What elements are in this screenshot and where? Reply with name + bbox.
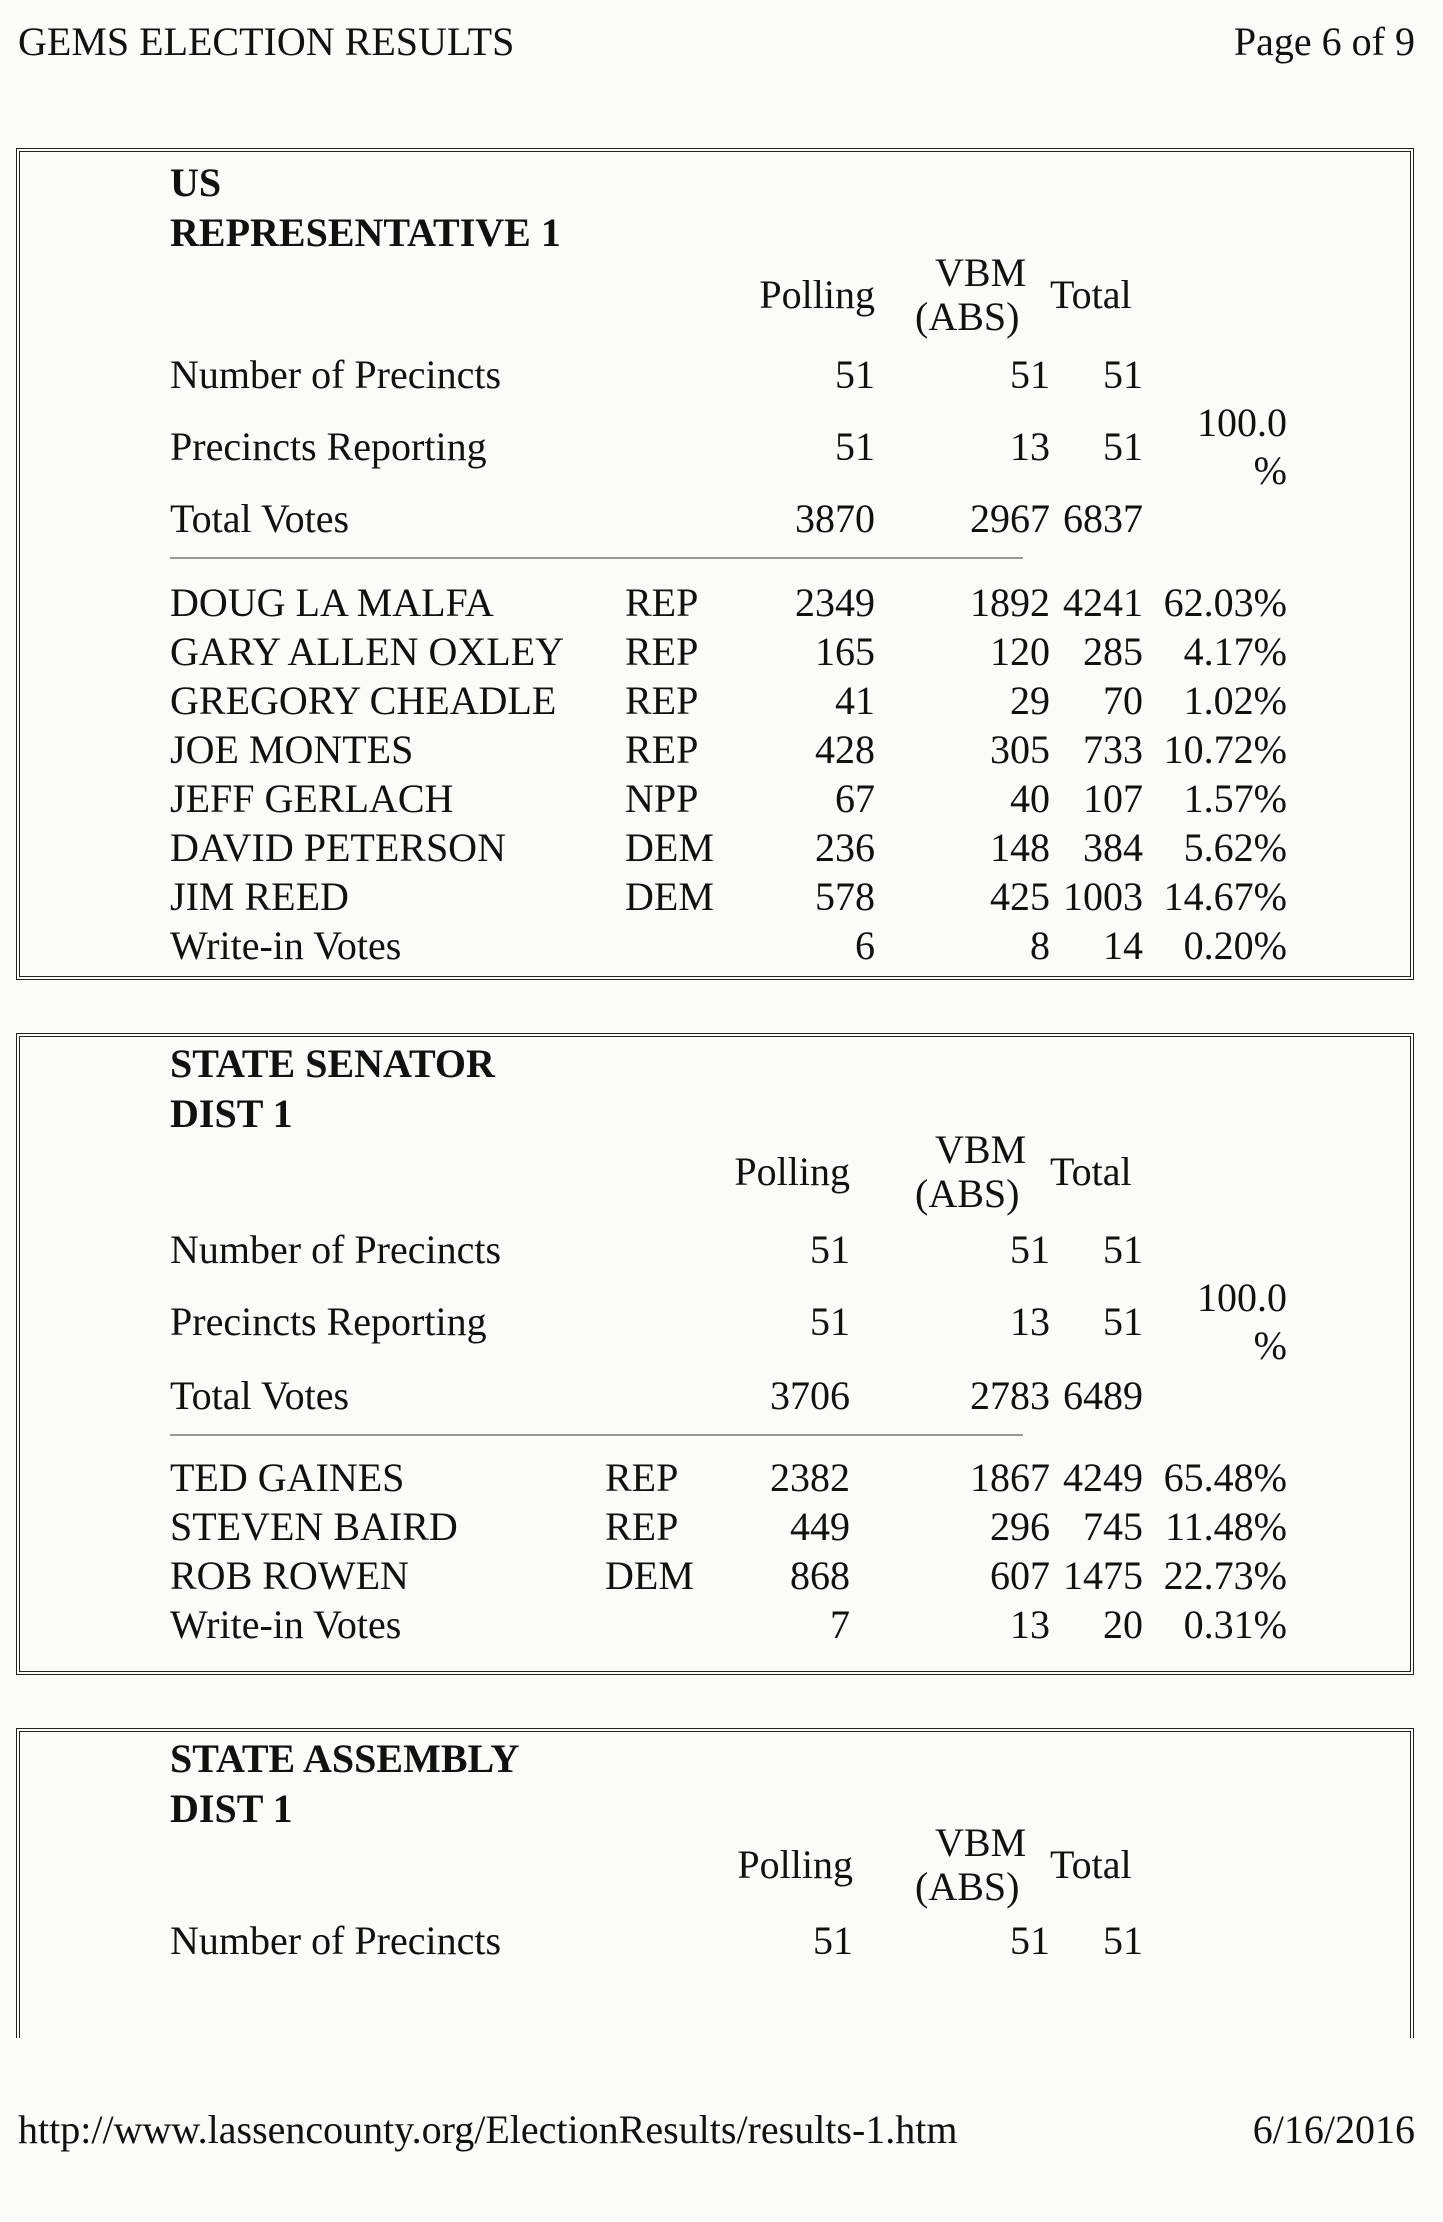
race-title-line1: STATE SENATOR [170,1041,495,1086]
candidate-polling-votes: 2349 [795,580,875,625]
reporting-percent: 100.0 [1197,1275,1287,1320]
num-precincts-polling: 51 [813,1918,853,1963]
race-us-representative [16,148,1414,980]
race-state-assembly [16,1728,1414,2038]
candidate-total-votes: 745 [1083,1504,1143,1549]
candidate-party: REP [605,1455,679,1500]
candidate-total-votes: 20 [1103,1602,1143,1647]
candidate-total-votes: 70 [1103,678,1143,723]
reporting-percent-sign: % [1253,1323,1287,1368]
section-divider [170,1434,1023,1436]
candidate-polling-votes: 449 [790,1504,850,1549]
reporting-total: 51 [1103,424,1143,469]
candidate-party: REP [625,580,699,625]
candidate-percent: 22.73% [1163,1553,1287,1598]
stat-label-total-votes: Total Votes [170,1373,350,1418]
source-url: http://www.lassencounty.org/ElectionResults/results-1.htm [18,2107,958,2152]
candidate-vbm-votes: 425 [990,874,1050,919]
candidate-total-votes: 4241 [1063,580,1143,625]
num-precincts-polling: 51 [835,352,875,397]
candidate-polling-votes: 2382 [770,1455,850,1500]
candidate-vbm-votes: 1892 [970,580,1050,625]
reporting-polling: 51 [810,1299,850,1344]
candidate-polling-votes: 41 [835,678,875,723]
col-header-vbm: VBM [935,1820,1027,1865]
col-header-total: Total [1050,272,1132,317]
candidate-name: JIM REED [170,874,349,919]
candidate-percent: 5.62% [1183,825,1287,870]
col-header-vbm: VBM [935,250,1027,295]
candidate-total-votes: 285 [1083,629,1143,674]
col-header-vbm: VBM [935,1127,1027,1172]
candidate-name: JEFF GERLACH [170,776,454,821]
candidate-total-votes: 107 [1083,776,1143,821]
candidate-total-votes: 733 [1083,727,1143,772]
report-title: GEMS ELECTION RESULTS [18,19,515,64]
print-date: 6/16/2016 [1252,2107,1415,2152]
total-votes-total: 6837 [1063,496,1143,541]
candidate-percent: 1.57% [1183,776,1287,821]
race-title-line1: STATE ASSEMBLY [170,1736,520,1781]
candidate-party: DEM [605,1553,694,1598]
col-header-abs: (ABS) [915,294,1020,339]
num-precincts-vbm: 51 [1010,352,1050,397]
candidate-polling-votes: 6 [855,923,875,968]
page-number: Page 6 of 9 [1233,19,1415,64]
candidate-percent: 14.67% [1163,874,1287,919]
candidate-polling-votes: 578 [815,874,875,919]
total-votes-polling: 3706 [770,1373,850,1418]
stat-label-reporting: Precincts Reporting [170,424,487,469]
candidate-party: REP [625,727,699,772]
total-votes-vbm: 2967 [970,496,1050,541]
candidate-total-votes: 14 [1103,923,1143,968]
candidate-percent: 11.48% [1165,1504,1287,1549]
num-precincts-total: 51 [1103,1227,1143,1272]
reporting-percent: 100.0 [1197,400,1287,445]
candidate-polling-votes: 236 [815,825,875,870]
candidate-name: Write-in Votes [170,923,402,968]
candidate-total-votes: 1475 [1063,1553,1143,1598]
candidate-name: Write-in Votes [170,1602,402,1647]
col-header-abs: (ABS) [915,1171,1020,1216]
reporting-vbm: 13 [1010,1299,1050,1344]
candidate-percent: 10.72% [1163,727,1287,772]
candidate-total-votes: 4249 [1063,1455,1143,1500]
candidate-polling-votes: 868 [790,1553,850,1598]
candidate-party: DEM [625,874,714,919]
candidate-vbm-votes: 40 [1010,776,1050,821]
race-title-line2: DIST 1 [170,1091,293,1136]
candidate-name: DOUG LA MALFA [170,580,494,625]
col-header-abs: (ABS) [915,1864,1020,1909]
num-precincts-polling: 51 [810,1227,850,1272]
num-precincts-vbm: 51 [1010,1227,1050,1272]
candidate-name: DAVID PETERSON [170,825,506,870]
race-title-line1: US [170,160,222,205]
race-title-line2: DIST 1 [170,1786,293,1831]
reporting-percent-sign: % [1253,448,1287,493]
candidate-party: NPP [625,776,699,821]
col-header-polling: Polling [737,1842,853,1887]
candidate-percent: 0.31% [1183,1602,1287,1647]
candidate-polling-votes: 7 [830,1602,850,1647]
stat-label-num-precincts: Number of Precincts [170,352,502,397]
candidate-percent: 62.03% [1163,580,1287,625]
candidate-party: REP [625,678,699,723]
candidate-percent: 1.02% [1183,678,1287,723]
candidate-vbm-votes: 29 [1010,678,1050,723]
candidate-vbm-votes: 305 [990,727,1050,772]
candidate-vbm-votes: 1867 [970,1455,1050,1500]
candidate-party: REP [625,629,699,674]
col-header-total: Total [1050,1149,1132,1194]
candidate-name: GARY ALLEN OXLEY [170,629,565,674]
num-precincts-total: 51 [1103,1918,1143,1963]
candidate-polling-votes: 428 [815,727,875,772]
candidate-polling-votes: 67 [835,776,875,821]
total-votes-total: 6489 [1063,1373,1143,1418]
candidate-percent: 0.20% [1183,923,1287,968]
total-votes-vbm: 2783 [970,1373,1050,1418]
candidate-vbm-votes: 120 [990,629,1050,674]
section-divider [170,557,1023,559]
candidate-vbm-votes: 8 [1030,923,1050,968]
num-precincts-vbm: 51 [1010,1918,1050,1963]
reporting-vbm: 13 [1010,424,1050,469]
col-header-polling: Polling [759,272,875,317]
stat-label-reporting: Precincts Reporting [170,1299,487,1344]
candidate-polling-votes: 165 [815,629,875,674]
candidate-vbm-votes: 607 [990,1553,1050,1598]
candidate-total-votes: 384 [1083,825,1143,870]
candidate-total-votes: 1003 [1063,874,1143,919]
col-header-total: Total [1050,1842,1132,1887]
col-header-polling: Polling [734,1149,850,1194]
candidate-name: TED GAINES [170,1455,405,1500]
candidate-vbm-votes: 296 [990,1504,1050,1549]
candidate-vbm-votes: 148 [990,825,1050,870]
total-votes-polling: 3870 [795,496,875,541]
candidate-percent: 4.17% [1183,629,1287,674]
candidate-name: GREGORY CHEADLE [170,678,557,723]
reporting-polling: 51 [835,424,875,469]
candidate-vbm-votes: 13 [1010,1602,1050,1647]
candidate-party: REP [605,1504,679,1549]
stat-label-total-votes: Total Votes [170,496,350,541]
reporting-total: 51 [1103,1299,1143,1344]
stat-label-num-precincts: Number of Precincts [170,1227,502,1272]
race-state-senator [16,1033,1414,1675]
candidate-percent: 65.48% [1163,1455,1287,1500]
race-title-line2: REPRESENTATIVE 1 [170,210,561,255]
candidate-name: ROB ROWEN [170,1553,409,1598]
candidate-name: JOE MONTES [170,727,414,772]
candidate-party: DEM [625,825,714,870]
num-precincts-total: 51 [1103,352,1143,397]
stat-label-num-precincts: Number of Precincts [170,1918,502,1963]
candidate-name: STEVEN BAIRD [170,1504,458,1549]
